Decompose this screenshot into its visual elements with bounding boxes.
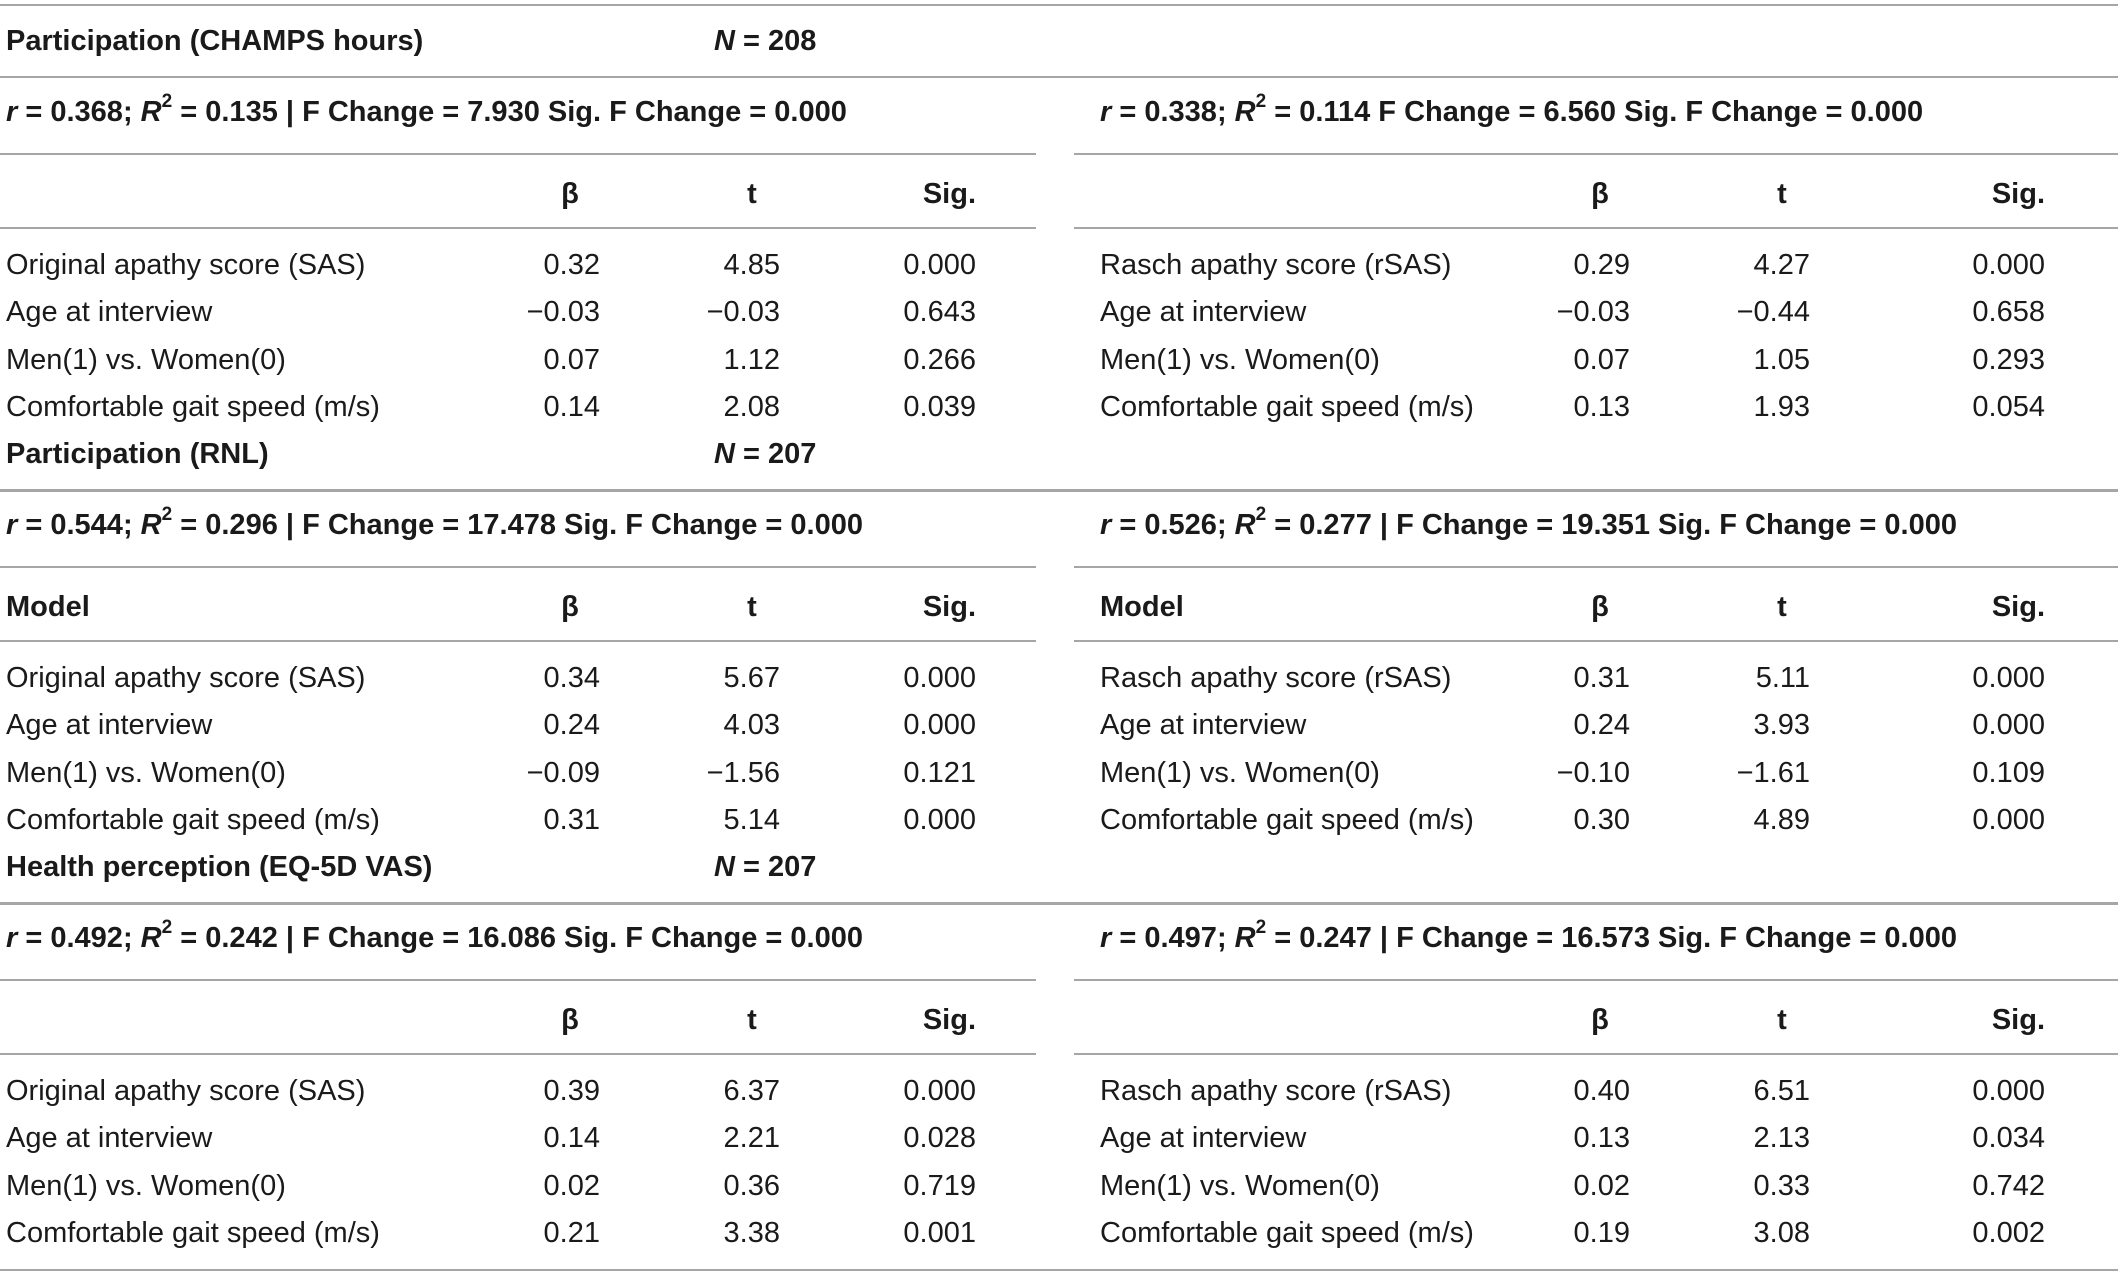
model-header-bottom-rule: [1074, 1053, 2118, 1055]
beta-value: 0.02: [1573, 1169, 1630, 1202]
column-header-sig: Sig.: [922, 178, 976, 210]
sig-f-change-value: 0.000: [790, 922, 863, 954]
sig-f-change-value: 0.000: [774, 96, 847, 128]
beta-value: 0.07: [1573, 343, 1630, 376]
sig-f-change-label: Sig. F Change =: [564, 509, 783, 541]
beta-value: −0.10: [1556, 756, 1630, 789]
row-label: Men(1) vs. Women(0): [6, 343, 286, 376]
r-symbol: r: [6, 96, 18, 128]
sig-value: 0.000: [1972, 249, 2045, 281]
t-value: 6.51: [1753, 1075, 1810, 1107]
r-value: 0.338: [1144, 96, 1217, 128]
sig-value: 0.000: [1972, 1075, 2045, 1107]
t-value: −1.61: [1736, 756, 1810, 789]
r-value: 0.526: [1144, 509, 1217, 541]
t-value: 1.12: [723, 343, 780, 376]
sig-value: 0.002: [1972, 1216, 2045, 1249]
f-change-label: F Change =: [302, 96, 460, 128]
beta-value: 0.14: [543, 390, 600, 423]
t-value: 5.67: [723, 662, 780, 694]
sig-f-change-label: Sig. F Change =: [1624, 96, 1843, 128]
beta-value: 0.40: [1573, 1075, 1630, 1107]
sig-f-change-value: 0.000: [1884, 509, 1957, 541]
f-change-value: 16.086: [467, 922, 556, 954]
beta-value: 0.19: [1573, 1216, 1630, 1249]
r2-symbol: R: [1234, 96, 1256, 128]
separator: |: [285, 509, 295, 541]
sig-value: 0.028: [903, 1122, 976, 1155]
row-label: Original apathy score (SAS): [6, 249, 366, 281]
beta-value: 0.02: [543, 1169, 600, 1202]
model-header-top-rule: [0, 979, 1036, 981]
beta-value: 0.07: [543, 343, 600, 376]
model-header-top-rule: [1074, 979, 2118, 981]
sig-value: 0.643: [903, 296, 976, 329]
section-rule: [0, 76, 2118, 78]
t-value: −1.56: [706, 756, 780, 789]
r-symbol: r: [1100, 96, 1112, 128]
r-value: 0.544: [50, 509, 123, 541]
row-label: Men(1) vs. Women(0): [1100, 1169, 1380, 1202]
row-label: Rasch apathy score (rSAS): [1100, 1075, 1452, 1107]
sample-size-symbol: N: [714, 25, 735, 57]
model-fit-stats: r = 0.492; $R^2 = 0.242$ | F Change = 16.086 Sig. F Change = 0.000: [6, 917, 863, 954]
beta-value: 0.39: [543, 1075, 600, 1107]
column-header-t: t: [1777, 1004, 1787, 1036]
column-header-beta: β: [561, 591, 579, 623]
t-value: 4.03: [723, 709, 780, 742]
column-header-beta: β: [1591, 178, 1609, 210]
sig-value: 0.000: [903, 249, 976, 281]
row-label: Rasch apathy score (rSAS): [1100, 662, 1452, 694]
row-label: Rasch apathy score (rSAS): [1100, 249, 1452, 281]
r2-symbol: R: [140, 96, 162, 128]
sample-size: [714, 436, 816, 472]
sig-value: 0.000: [903, 709, 976, 742]
beta-value: 0.31: [543, 803, 600, 836]
sig-value: 0.742: [1972, 1169, 2045, 1202]
model-header-bottom-rule: [1074, 227, 2118, 229]
f-change-value: 16.573: [1561, 922, 1650, 954]
sig-value: 0.658: [1972, 296, 2045, 329]
sig-f-change-label: Sig. F Change =: [547, 96, 767, 128]
beta-value: 0.24: [543, 709, 600, 742]
model-header-bottom-rule: [0, 227, 1036, 229]
sig-value: 0.293: [1972, 343, 2045, 376]
beta-value: 0.32: [543, 249, 600, 281]
model-fit-stats: r = 0.497; $R^2 = 0.247$ | F Change = 16.573 Sig. F Change = 0.000: [1100, 917, 1957, 954]
f-change-label: F Change =: [1378, 96, 1536, 128]
r2-superscript: 2: [1255, 917, 1267, 939]
column-header-t: t: [747, 178, 757, 210]
r2-symbol: R: [1234, 509, 1256, 541]
column-header-t: t: [747, 591, 757, 623]
column-header-beta: β: [1591, 591, 1609, 623]
row-label: Comfortable gait speed (m/s): [6, 803, 380, 836]
row-label: Age at interview: [6, 1122, 213, 1155]
sig-value: 0.034: [1972, 1122, 2045, 1155]
f-change-label: F Change =: [302, 922, 460, 954]
f-change-value: 7.930: [467, 96, 540, 128]
sig-value: 0.000: [1972, 803, 2045, 836]
sig-value: 0.000: [903, 1075, 976, 1107]
t-value: 3.38: [723, 1216, 780, 1249]
row-label: Age at interview: [1100, 709, 1307, 742]
row-label: Comfortable gait speed (m/s): [1100, 1216, 1474, 1249]
sig-value: 0.039: [903, 390, 976, 423]
row-label: Age at interview: [1100, 1122, 1307, 1155]
sample-size-value: = 207: [743, 438, 817, 470]
column-header-sig: Sig.: [922, 1004, 976, 1036]
row-label: Age at interview: [6, 296, 213, 329]
row-label: Men(1) vs. Women(0): [6, 756, 286, 789]
r-symbol: r: [1100, 922, 1112, 954]
section-title: Health perception (EQ-5D VAS): [6, 851, 433, 883]
r2-superscript: 2: [161, 917, 173, 939]
separator: |: [1379, 509, 1389, 541]
table-top-rule: [0, 4, 2118, 6]
sig-f-change-label: Sig. F Change =: [564, 922, 783, 954]
sig-value: 0.054: [1972, 390, 2045, 423]
beta-value: −0.03: [526, 296, 600, 329]
sig-value: 0.109: [1972, 756, 2045, 789]
t-value: −0.44: [1736, 296, 1810, 329]
separator: |: [1379, 922, 1389, 954]
r2-superscript: 2: [161, 504, 173, 526]
t-value: 5.11: [1755, 662, 1810, 694]
t-value: 4.27: [1753, 249, 1810, 281]
t-value: 2.13: [1753, 1122, 1810, 1155]
beta-value: 0.21: [543, 1216, 600, 1249]
t-value: 6.37: [723, 1075, 780, 1107]
r2-symbol: R: [1234, 922, 1256, 954]
r-value: 0.497: [1144, 922, 1217, 954]
r2-superscript: 2: [1255, 91, 1267, 113]
t-value: 3.93: [1753, 709, 1810, 742]
sample-size: [714, 23, 816, 59]
row-label: Men(1) vs. Women(0): [1100, 756, 1380, 789]
sample-size-symbol: N: [714, 851, 735, 883]
beta-value: 0.24: [1573, 709, 1630, 742]
r2-value: 0.277: [1299, 509, 1372, 541]
model-header-top-rule: [0, 566, 1036, 568]
row-label: Men(1) vs. Women(0): [6, 1169, 286, 1202]
sig-f-change-value: 0.000: [1884, 922, 1957, 954]
row-label: Comfortable gait speed (m/s): [6, 1216, 380, 1249]
r-value: 0.492: [50, 922, 123, 954]
column-header-sig: Sig.: [1991, 1004, 2045, 1036]
model-fit-stats: r = 0.544; $R^2 = 0.296$ | F Change = 17.478 Sig. F Change = 0.000: [6, 504, 863, 541]
column-header-sig: Sig.: [1991, 178, 2045, 210]
sig-f-change-label: Sig. F Change =: [1658, 509, 1877, 541]
model-fit-stats: r = 0.338; $R^2 = 0.114$ F Change = 6.560 Sig. F Change = 0.000: [1100, 91, 1924, 128]
r2-superscript: 2: [161, 91, 173, 113]
t-value: 2.21: [723, 1122, 780, 1155]
model-fit-stats: r = 0.368; $R^2 = 0.135$ | F Change = 7.930 Sig. F Change = 0.000: [6, 91, 847, 128]
r2-value: 0.242: [205, 922, 278, 954]
beta-value: 0.31: [1573, 662, 1630, 694]
column-header-beta: β: [561, 1004, 579, 1036]
row-label: Comfortable gait speed (m/s): [1100, 390, 1474, 423]
sig-f-change-value: 0.000: [790, 509, 863, 541]
r2-symbol: R: [140, 922, 162, 954]
beta-value: −0.03: [1556, 296, 1630, 329]
sig-value: 0.000: [1972, 709, 2045, 742]
column-header-sig: Sig.: [922, 591, 976, 623]
column-header-t: t: [1777, 178, 1787, 210]
column-header-model: Model: [6, 591, 90, 623]
column-header-sig: Sig.: [1991, 591, 2045, 623]
beta-value: 0.13: [1573, 1122, 1630, 1155]
model-header-bottom-rule: [0, 1053, 1036, 1055]
column-header-model: Model: [1100, 591, 1184, 623]
sig-value: 0.000: [1972, 662, 2045, 694]
f-change-value: 17.478: [467, 509, 556, 541]
section-title: Participation (CHAMPS hours): [6, 25, 424, 57]
row-label: Comfortable gait speed (m/s): [1100, 803, 1474, 836]
r2-value: 0.247: [1299, 922, 1372, 954]
r-symbol: r: [6, 922, 18, 954]
f-change-label: F Change =: [1396, 509, 1554, 541]
sample-size-value: = 208: [743, 25, 817, 57]
sig-value: 0.121: [903, 756, 976, 789]
column-header-beta: β: [561, 178, 579, 210]
t-value: 4.85: [723, 249, 780, 281]
r2-superscript: 2: [1255, 504, 1267, 526]
r2-value: 0.135: [205, 96, 278, 128]
row-label: Comfortable gait speed (m/s): [6, 390, 380, 423]
beta-value: 0.34: [543, 662, 600, 694]
model-fit-stats: r = 0.526; $R^2 = 0.277$ | F Change = 19.351 Sig. F Change = 0.000: [1100, 504, 1957, 541]
table-bottom-rule: [0, 1269, 2118, 1271]
sig-f-change-value: 0.000: [1850, 96, 1924, 128]
beta-value: 0.29: [1573, 249, 1630, 281]
row-label: Men(1) vs. Women(0): [1100, 343, 1380, 376]
section-rule: [0, 489, 2118, 491]
r-value: 0.368: [50, 96, 123, 128]
column-header-t: t: [747, 1004, 757, 1036]
section-title: Participation (RNL): [6, 438, 269, 470]
sample-size-value: = 207: [743, 851, 817, 883]
t-value: 0.36: [723, 1169, 780, 1202]
row-label: Original apathy score (SAS): [6, 662, 366, 694]
model-header-top-rule: [0, 153, 1036, 155]
beta-value: 0.14: [543, 1122, 600, 1155]
f-change-value: 19.351: [1561, 509, 1650, 541]
t-value: 4.89: [1753, 803, 1810, 836]
f-change-label: F Change =: [1396, 922, 1554, 954]
sig-value: 0.719: [903, 1169, 976, 1202]
t-value: 1.93: [1753, 390, 1810, 423]
sig-value: 0.000: [903, 803, 976, 836]
r2-value: 0.114: [1299, 96, 1371, 128]
sig-value: 0.000: [903, 662, 976, 694]
t-value: −0.03: [706, 296, 780, 329]
row-label: Original apathy score (SAS): [6, 1075, 366, 1107]
model-header-top-rule: [1074, 566, 2118, 568]
r-symbol: r: [1100, 509, 1112, 541]
beta-value: −0.09: [526, 756, 600, 789]
t-value: 2.08: [723, 390, 780, 423]
column-header-beta: β: [1591, 1004, 1609, 1036]
sig-f-change-label: Sig. F Change =: [1658, 922, 1877, 954]
r2-symbol: R: [140, 509, 162, 541]
r2-value: 0.296: [205, 509, 278, 541]
t-value: 3.08: [1753, 1216, 1810, 1249]
sample-size-symbol: N: [714, 438, 735, 470]
row-label: Age at interview: [6, 709, 213, 742]
column-header-t: t: [1777, 591, 1787, 623]
row-label: Age at interview: [1100, 296, 1307, 329]
t-value: 5.14: [723, 803, 780, 836]
model-header-bottom-rule: [1074, 640, 2118, 642]
f-change-value: 6.560: [1543, 96, 1617, 128]
section-rule: [0, 902, 2118, 904]
sig-value: 0.001: [903, 1216, 976, 1249]
separator: |: [285, 96, 295, 128]
model-header-bottom-rule: [0, 640, 1036, 642]
sample-size: [714, 849, 816, 885]
beta-value: 0.30: [1573, 803, 1630, 836]
beta-value: 0.13: [1573, 390, 1630, 423]
t-value: 0.33: [1753, 1169, 1810, 1202]
model-header-top-rule: [1074, 153, 2118, 155]
r-symbol: r: [6, 509, 18, 541]
separator: |: [285, 922, 295, 954]
sig-value: 0.266: [903, 343, 976, 376]
t-value: 1.05: [1753, 343, 1810, 376]
f-change-label: F Change =: [302, 509, 460, 541]
